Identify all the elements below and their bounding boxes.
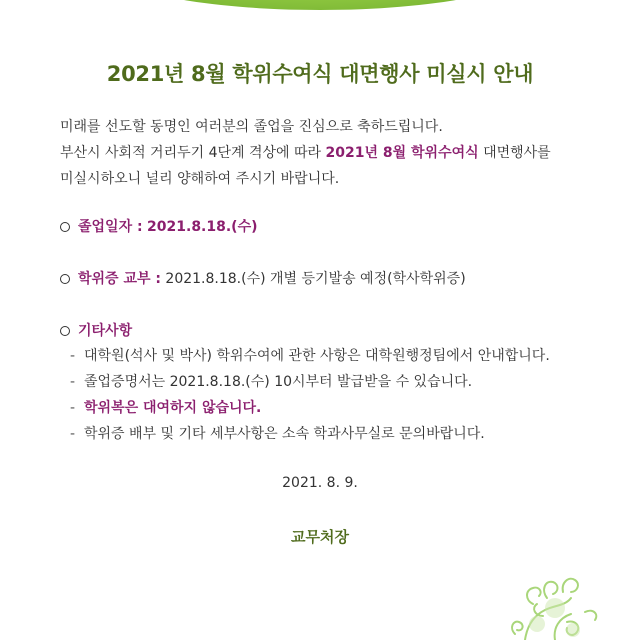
other-heading: 기타사항	[78, 323, 133, 339]
floral-ornament-icon	[455, 568, 640, 640]
degree-distribution-value: 2021.8.18.(수) 개별 등기발송 예정(학사학위증)	[160, 271, 466, 287]
intro-highlight-event: 2021년 8월 학위수여식	[325, 145, 479, 161]
degree-distribution-label: 학위증 교부 :	[78, 271, 161, 287]
circle-bullet-icon	[60, 274, 70, 284]
signer-name: 교무처장	[291, 528, 349, 546]
other-item-text: 대학원(석사 및 박사) 학위수여에 관한 사항은 대학원행정팀에서 안내합니다.	[84, 348, 550, 364]
top-green-arc-decoration	[110, 0, 530, 10]
other-item-text: 학위증 배부 및 기타 세부사항은 소속 학과사무실로 문의바랍니다.	[84, 426, 485, 442]
dash-bullet-icon: -	[70, 374, 76, 390]
other-item	[70, 347, 550, 365]
circle-bullet-icon	[60, 326, 70, 336]
dash-bullet-icon: -	[70, 400, 76, 416]
dash-bullet-icon: -	[70, 426, 76, 442]
circle-bullet-icon	[60, 222, 70, 232]
graduation-date-label: 졸업일자 :	[78, 219, 143, 235]
degree-distribution-row	[60, 270, 466, 288]
other-heading-row	[60, 322, 132, 340]
notice-title: 2021년 8월 학위수여식 대면행사 미실시 안내	[106, 62, 534, 86]
graduation-date-row	[60, 218, 258, 236]
intro-line-1: 미래를 선도할 동명인 여러분의 졸업을 진심으로 축하드립니다.	[60, 119, 443, 135]
other-item	[70, 399, 261, 417]
intro-line-3: 미실시하오니 널리 양해하여 주시기 바랍니다.	[60, 171, 340, 187]
notice-date: 2021. 8. 9.	[282, 475, 358, 491]
graduation-date-value: 2021.8.18.(수)	[147, 219, 258, 235]
dash-bullet-icon: -	[70, 348, 76, 364]
other-item	[70, 425, 485, 443]
other-item	[70, 373, 472, 391]
intro-line-2	[60, 144, 551, 162]
other-item-text: 졸업증명서는 2021.8.18.(수) 10시부터 발급받을 수 있습니다.	[84, 374, 473, 390]
intro-line-2-end: 대면행사를	[478, 145, 551, 161]
intro-line-2-start: 부산시 사회적 거리두기 4단계 격상에 따라	[60, 145, 326, 161]
other-item-text: 학위복은 대여하지 않습니다.	[84, 400, 262, 416]
